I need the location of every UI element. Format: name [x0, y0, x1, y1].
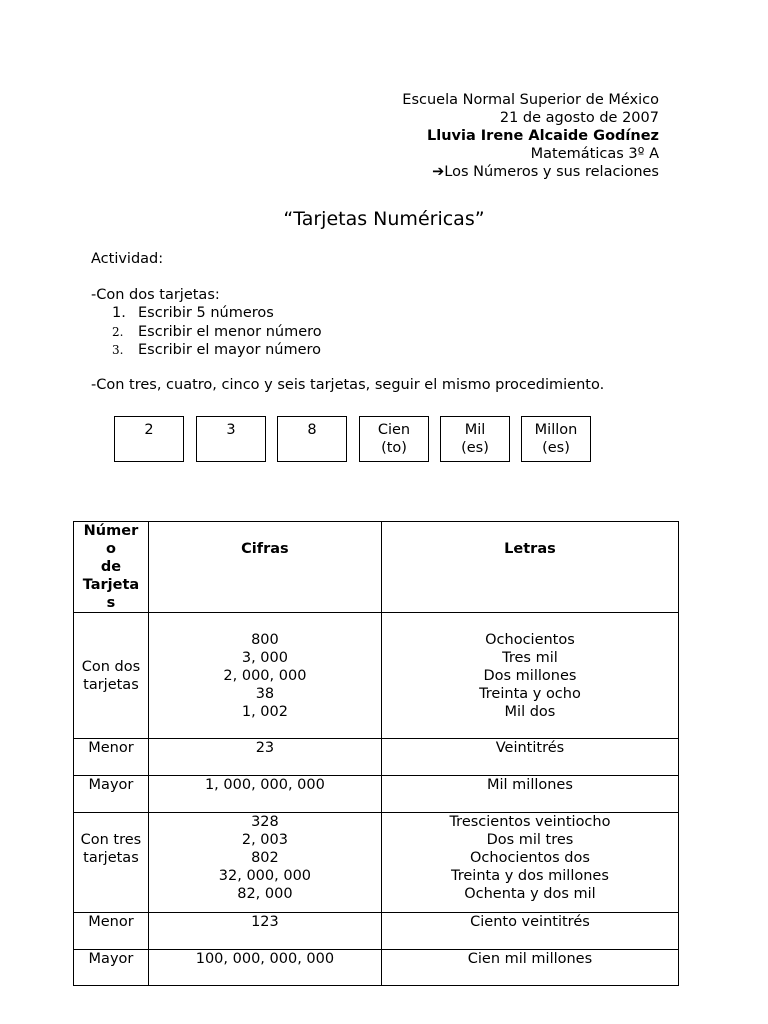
row-label: Menor — [74, 913, 149, 950]
letras-cell: Mil millones — [381, 776, 678, 813]
header-number-of-cards: Númer o de Tarjeta s — [74, 522, 149, 613]
card-line: (to) — [381, 440, 407, 456]
course-name: Matemáticas 3º A — [530, 146, 659, 162]
table-row — [74, 950, 679, 986]
letras-cell: Cien mil millones — [381, 950, 678, 986]
card-line: (es) — [542, 440, 570, 456]
header-cifras: Cifras — [148, 522, 381, 613]
card-line: 2 — [144, 422, 154, 438]
step-item — [112, 341, 322, 360]
letras-cell: Ciento veintitrés — [381, 913, 678, 950]
number-card — [359, 416, 429, 462]
number-card — [114, 416, 184, 462]
table-row — [74, 776, 679, 813]
topic-line: ➔Los Números y sus relaciones — [432, 164, 659, 180]
school-name: Escuela Normal Superior de México — [402, 92, 659, 108]
letras-cell: Veintitrés — [381, 739, 678, 776]
results-table — [73, 521, 679, 986]
table-row — [74, 739, 679, 776]
step-text: Escribir el mayor número — [138, 342, 322, 358]
step-number: 1. — [112, 305, 126, 321]
row-label: Con dos tarjetas — [74, 613, 149, 739]
row-label: Con tres tarjetas — [74, 813, 149, 913]
cifras-cell: 1, 000, 000, 000 — [148, 776, 381, 813]
step-number: 3. — [112, 343, 124, 357]
letras-cell: Trescientos veintiocho Dos mil tres Ochocientos dos Treinta y dos millones Ochenta y dos mil — [381, 813, 678, 913]
author-name: Lluvia Irene Alcaide Godínez — [427, 128, 659, 144]
intro-more-cards: -Con tres, cuatro, cinco y seis tarjetas, seguir el mismo procedimiento. — [91, 377, 605, 393]
number-card — [440, 416, 510, 462]
cifras-cell: 100, 000, 000, 000 — [148, 950, 381, 986]
card-line: Millon — [534, 422, 578, 438]
step-number: 2. — [112, 324, 124, 339]
step-item — [112, 304, 322, 323]
document-date: 21 de agosto de 2007 — [499, 110, 659, 126]
card-line: Cien — [377, 422, 411, 438]
row-label: Menor — [74, 739, 149, 776]
cifras-cell: 123 — [148, 913, 381, 950]
table-row — [74, 913, 679, 950]
table-header-row — [74, 522, 679, 613]
card-line: (es) — [461, 440, 489, 456]
number-card — [277, 416, 347, 462]
table-row — [74, 613, 679, 739]
document-header — [402, 91, 659, 181]
intro-two-cards: -Con dos tarjetas: — [91, 287, 220, 303]
number-card — [521, 416, 591, 462]
card-line: 8 — [307, 422, 317, 438]
step-text: Escribir el menor número — [138, 323, 322, 340]
header-letras: Letras — [381, 522, 678, 613]
activity-label: Actividad: — [91, 251, 164, 267]
cifras-cell: 800 3, 000 2, 000, 000 38 1, 002 — [148, 613, 381, 739]
card-line: Mil — [464, 422, 486, 438]
steps-list — [112, 304, 322, 360]
cifras-cell: 23 — [148, 739, 381, 776]
letras-cell: Ochocientos Tres mil Dos millones Treinta y ocho Mil dos — [381, 613, 678, 739]
card-line: 3 — [226, 422, 236, 438]
step-item — [112, 323, 322, 342]
cifras-cell: 328 2, 003 802 32, 000, 000 82, 000 — [148, 813, 381, 913]
number-card — [196, 416, 266, 462]
document-title: “Tarjetas Numéricas” — [283, 208, 485, 230]
row-label: Mayor — [74, 776, 149, 813]
step-text: Escribir 5 números — [138, 305, 274, 321]
table-row — [74, 813, 679, 913]
row-label: Mayor — [74, 950, 149, 986]
